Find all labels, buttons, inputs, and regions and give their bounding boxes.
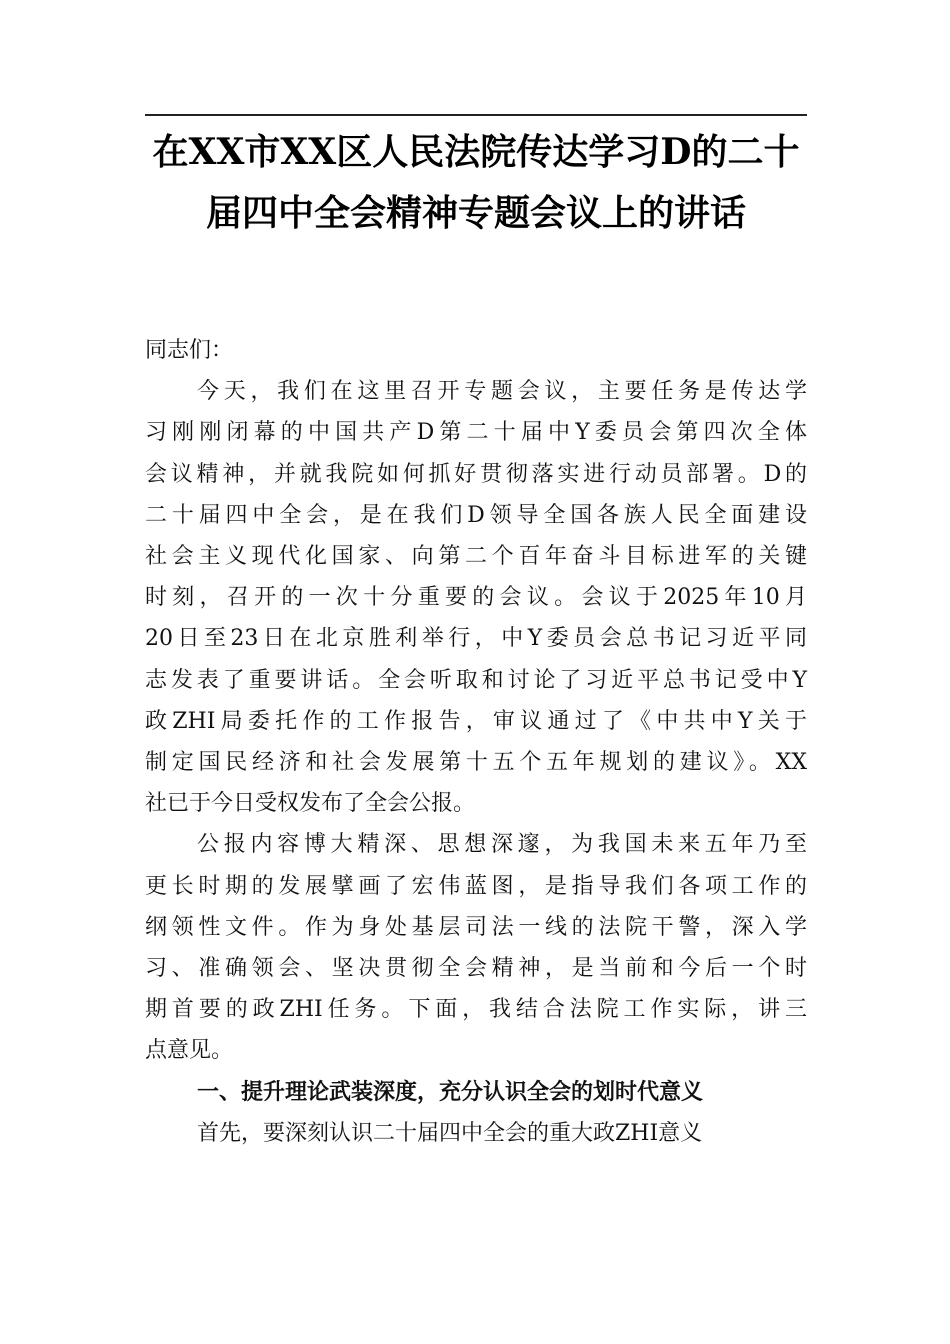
paragraph-2-line: 习、准确领会、坚决贯彻全会精神，是当前和今后一个时 — [145, 956, 807, 982]
paragraph-1-line: 时刻，召开的一次十分重要的会议。会议于2025年10月 — [145, 585, 807, 611]
paragraph-2-line: 纲领性文件。作为身处基层司法一线的法院干警，深入学 — [145, 914, 807, 940]
paragraph-3 — [145, 1113, 807, 1154]
header-rule — [145, 114, 807, 116]
paragraph-1-line: 二十届四中全会，是在我们D领导全国各族人民全面建设 — [145, 502, 807, 528]
paragraph-2-line: 期首要的政ZHI任务。下面，我结合法院工作实际，讲三 — [145, 997, 807, 1023]
paragraph-1-line: 政ZHI局委托作的工作报告，审议通过了《中共中Y关于 — [145, 708, 807, 734]
salutation: 同志们： — [145, 338, 234, 363]
paragraph-2-line: 点意见。 — [145, 1038, 234, 1064]
document-body — [145, 330, 807, 1154]
title-line-1: 在XX市XX区人民法院传达学习D的二十 — [152, 131, 800, 173]
paragraph-1-line: 志发表了重要讲话。全会听取和讨论了习近平总书记受中Y — [145, 667, 807, 693]
paragraph-1-line: 社已于今日受权发布了全会公报。 — [145, 791, 476, 817]
paragraph-1-line: 20日至23日在北京胜利举行，中Y委员会总书记习近平同 — [145, 626, 807, 652]
section-1-heading: 一、提升理论武装深度，充分认识全会的划时代意义 — [197, 1079, 704, 1105]
paragraph-1 — [145, 371, 807, 824]
paragraph-2-line: 更长时期的发展擘画了宏伟蓝图，是指导我们各项工作的 — [145, 873, 807, 899]
document-title — [145, 122, 807, 244]
paragraph-2-line: 公报内容博大精深、思想深邃，为我国未来五年乃至 — [197, 832, 807, 858]
paragraph-1-line: 习刚刚闭幕的中国共产D第二十届中Y委员会第四次全体 — [145, 420, 807, 446]
paragraph-1-line: 会议精神，并就我院如何抓好贯彻落实进行动员部署。D的 — [145, 461, 807, 487]
paragraph-3-line: 首先，要深刻认识二十届四中全会的重大政ZHI意义 — [197, 1120, 703, 1146]
title-line-2: 届四中全会精神专题会议上的讲话 — [205, 192, 746, 234]
paragraph-1-line: 今天，我们在这里召开专题会议，主要任务是传达学 — [197, 379, 807, 405]
paragraph-1-line: 制定国民经济和社会发展第十五个五年规划的建议》。XX — [145, 750, 807, 776]
paragraph-1-line: 社会主义现代化国家、向第二个百年奋斗目标进军的关键 — [145, 544, 807, 570]
paragraph-2 — [145, 824, 807, 1071]
